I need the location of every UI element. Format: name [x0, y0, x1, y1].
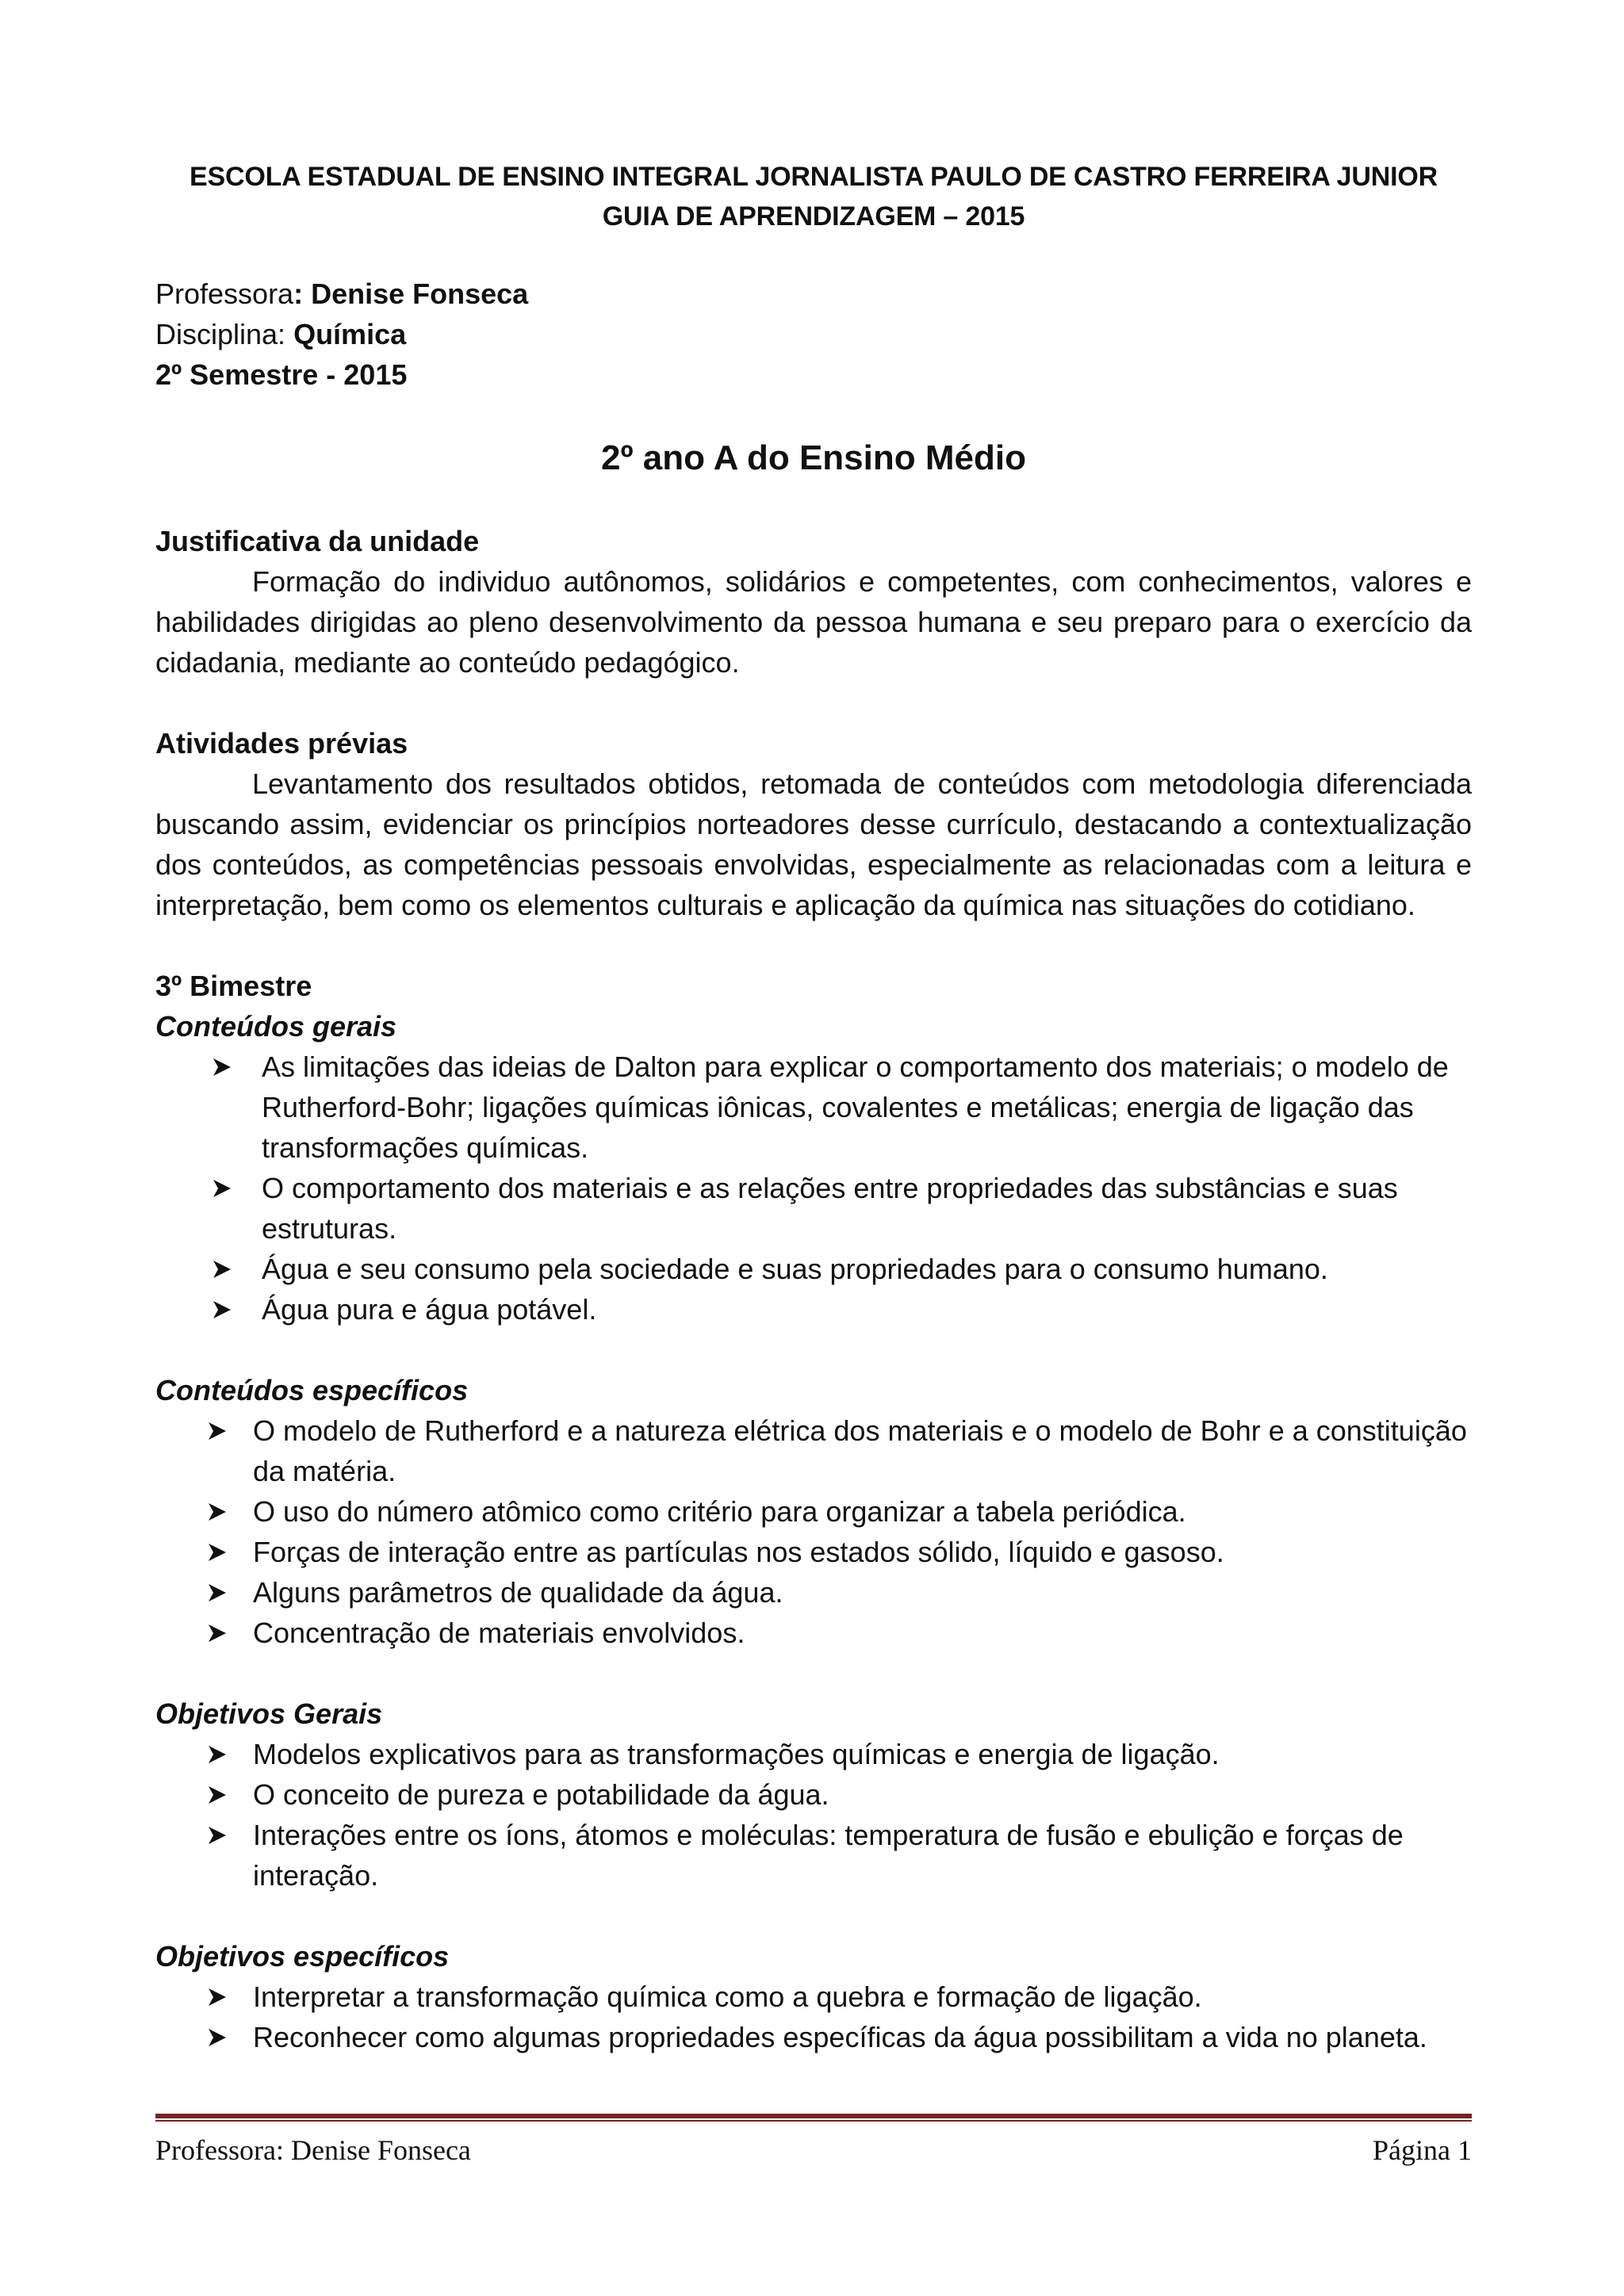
- arrow-bullet-icon: [208, 2017, 232, 2057]
- list-item: [155, 1532, 1472, 1572]
- list-item-text: O uso do número atômico como critério para organizar a tabela periódica.: [253, 1495, 1186, 1528]
- list-item-text: As limitações das ideias de Dalton para explicar o comportamento dos materiais; o modelo de Rutherford-Bohr; ligações químicas iônicas, covalentes e metálicas; energia de ligação das transformações químicas.: [262, 1050, 1449, 1164]
- footer-teacher: Professora: Denise Fonseca: [155, 2134, 471, 2166]
- arrow-bullet-icon: [208, 1613, 232, 1653]
- list-item-text: Concentração de materiais envolvidos.: [253, 1617, 745, 1649]
- list-item-text: Água e seu consumo pela sociedade e suas propriedades para o consumo humano.: [262, 1253, 1328, 1285]
- list-item: [155, 1249, 1472, 1289]
- list-item-text: Interpretar a transformação química como a quebra e formação de ligação.: [253, 1980, 1202, 2013]
- arrow-bullet-icon: [208, 1774, 232, 1815]
- arrow-bullet-icon: [213, 1289, 236, 1330]
- arrow-bullet-icon: [208, 1815, 232, 1855]
- list-item-text: Modelos explicativos para as transformações químicas e energia de ligação.: [253, 1738, 1220, 1770]
- school-header: [155, 157, 1472, 236]
- arrow-bullet-icon: [208, 1734, 232, 1774]
- list-item: [155, 1410, 1472, 1491]
- list-item: [155, 1491, 1472, 1532]
- page-number: Página 1: [1373, 2134, 1472, 2166]
- justificativa-text: Formação do individuo autônomos, solidários e competentes, com conhecimentos, valores e habilidades dirigidas ao pleno desenvolvimento da pessoa humana e seu preparo para o exercício da cidadania, mediante ao conteúdo pedagógico.: [155, 565, 1472, 679]
- footer-divider: [155, 2114, 1472, 2123]
- arrow-bullet-icon: [213, 1047, 236, 1087]
- objetivos-gerais-heading: Objetivos Gerais: [155, 1697, 383, 1730]
- list-item-text: Água pura e água potável.: [262, 1293, 597, 1326]
- list-item-text: Alguns parâmetros de qualidade da água.: [253, 1576, 783, 1609]
- objetivos-especificos-heading: Objetivos específicos: [155, 1940, 450, 1973]
- objetivos-gerais-list: [155, 1734, 1472, 1896]
- list-item: [155, 1572, 1472, 1613]
- document-page: [155, 0, 1472, 2296]
- atividades-heading: Atividades prévias: [155, 727, 408, 760]
- list-item: [155, 1047, 1472, 1168]
- list-item: [155, 1976, 1472, 2017]
- list-item: [155, 1289, 1472, 1330]
- list-item-text: Forças de interação entre as partículas nos estados sólido, líquido e gasoso.: [253, 1536, 1224, 1568]
- guide-title: GUIA DE APRENDIZAGEM – 2015: [602, 201, 1025, 232]
- course-info: [155, 274, 528, 395]
- bimestre-heading: 3º Bimestre: [155, 970, 312, 1002]
- document-body: [155, 521, 1472, 2057]
- list-item: [155, 2017, 1472, 2057]
- teacher-name: : Denise Fonseca: [293, 277, 529, 310]
- arrow-bullet-icon: [213, 1168, 236, 1208]
- subject-name: Química: [293, 318, 407, 350]
- teacher-label: Professora: [155, 277, 294, 310]
- subject-line: [155, 314, 528, 354]
- list-item-text: O comportamento dos materiais e as relações entre propriedades das substâncias e suas estruturas.: [262, 1172, 1398, 1245]
- school-name: ESCOLA ESTADUAL DE ENSINO INTEGRAL JORNALISTA PAULO DE CASTRO FERREIRA JUNIOR: [190, 162, 1438, 192]
- list-item-text: Interações entre os íons, átomos e moléculas: temperatura de fusão e ebulição e forças de interação.: [253, 1819, 1404, 1892]
- conteudos-gerais-heading: Conteúdos gerais: [155, 1010, 397, 1043]
- justificativa-heading: Justificativa da unidade: [155, 525, 480, 557]
- subject-label: Disciplina:: [155, 318, 294, 350]
- list-item: [155, 1815, 1472, 1896]
- list-item: [155, 1734, 1472, 1774]
- list-item-text: Reconhecer como algumas propriedades específicas da água possibilitam a vida no planeta.: [253, 2021, 1427, 2053]
- atividades-text: Levantamento dos resultados obtidos, retomada de conteúdos com metodologia diferenciada buscando assim, evidenciar os princípios norteadores desse currículo, destacando a contextualização dos conteúdos, as competências pessoais envolvidas, especialmente as relacionadas com a leitura e interpretação, bem como os elementos culturais e aplicação da química nas situações do cotidiano.: [155, 767, 1472, 921]
- semester: 2º Semestre - 2015: [155, 358, 408, 391]
- semester-line: [155, 354, 528, 395]
- list-item-text: O modelo de Rutherford e a natureza elétrica dos materiais e o modelo de Bohr e a constituição da matéria.: [253, 1414, 1467, 1487]
- class-title: 2º ano A do Ensino Médio: [601, 438, 1026, 477]
- arrow-bullet-icon: [208, 1491, 232, 1532]
- list-item-text: O conceito de pureza e potabilidade da água.: [253, 1778, 829, 1811]
- arrow-bullet-icon: [208, 1410, 232, 1451]
- list-item: [155, 1613, 1472, 1653]
- objetivos-especificos-list: [155, 1976, 1472, 2057]
- arrow-bullet-icon: [208, 1976, 232, 2017]
- arrow-bullet-icon: [208, 1532, 232, 1572]
- conteudos-especificos-heading: Conteúdos específicos: [155, 1374, 469, 1406]
- teacher-line: [155, 274, 528, 314]
- conteudos-gerais-list: [155, 1047, 1472, 1330]
- arrow-bullet-icon: [213, 1249, 236, 1289]
- arrow-bullet-icon: [208, 1572, 232, 1613]
- conteudos-especificos-list: [155, 1410, 1472, 1653]
- list-item: [155, 1168, 1472, 1249]
- list-item: [155, 1774, 1472, 1815]
